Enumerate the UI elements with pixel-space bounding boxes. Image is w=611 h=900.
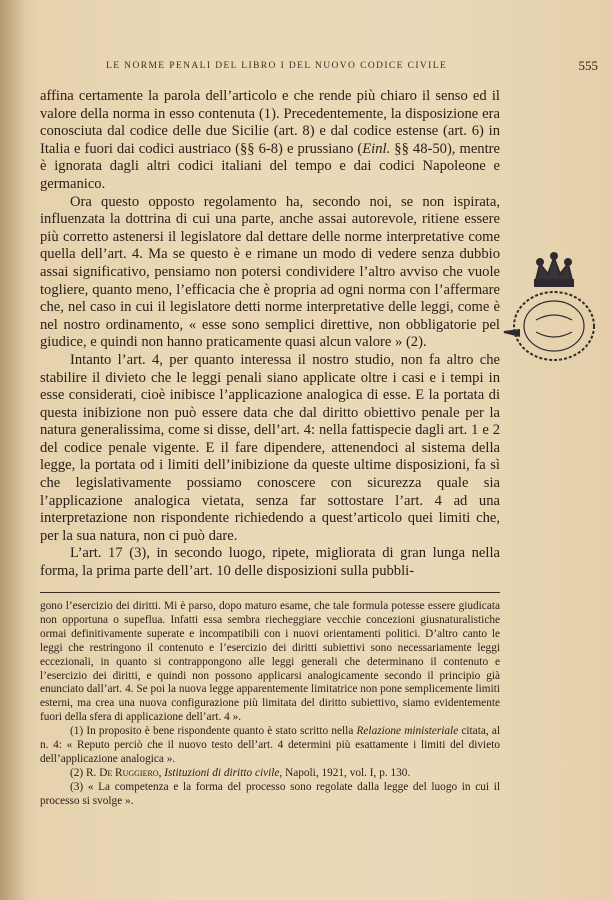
paragraph-3: Intanto l’art. 4, per quanto interessa il nostro studio, non fa altro che stabilire il divieto che le leggi penali siano applicate oltre i casi e i tempi in esse considerati, cioè inibisce l’applicazione analogica di esse. E la portata di questa inibizione non può essere data che dal diritto obiettivo penale per la natura generalissima, come si disse, dell’art. 4: nella fattispecie dagli art. 1 e 2 del codice penale vigente. E il fare dipendere, attenendoci al sistema della legge, la portata od i limiti dell’inibizione da queste ultime disposizioni, fa sì che legislativamente possiamo conoscere con sicurezza quale sia l’applicazione analogica vietata, senza far sottostare l’art. 4 ad una interpretazione non rispondente richiedendo a quest’articolo quei limiti che, per la sua natura, non ci può dare. [40,351,500,544]
footnote-2-text-a: (2) R. [70,766,100,779]
page-header [40,59,600,75]
main-text [40,88,500,581]
footnote-1 [40,725,500,767]
footnote-divider [40,592,500,593]
page-binding-shadow [0,0,26,900]
paragraph-4: L’art. 17 (3), in secondo luogo, ripete, migliorata di gran lunga nella forma, la prima parte dell’art. 10 delle disposizioni sulla pubbli- [40,545,500,580]
footnote-2-text-b: , Napoli, 1921, vol. I, p. 130. [279,766,411,779]
footnote-3: (3) « La competenza e la forma del processo sono regolate dalla legge del luogo in cui il processo si svolge ». [40,780,500,807]
footnote-2 [40,767,500,781]
paragraph-1-text-a: affina certamente la parola dell’articolo e che rende più chiaro il senso ed il valore della norma in esso contenuta (1). Precedentemente, la disposizione era conosciuta dal codice delle due Sicilie (art. 8) e dal codice estense (art. 6) in Italia e fuori dai codici austriaco (§§ 6-8) e prussiano ( [40,88,500,157]
footnote-2-italic: Istituzioni di diritto civile [164,766,280,779]
footnote-continuation: gono l’esercizio dei diritti. Mi è parso, dopo maturo esame, che tale formula potesse essere giudicata non opportuna o supeflua. Infatti essa sembra riecheggiare vecchie concezioni giusnaturalistiche ormai definitivamente superate e incompatibili con i nuovi orientamenti politici. D’altro canto le leggi che restringono il contenuto e l’esercizio dei diritti subiettivi sono necessariamente leggi eccezionali, in quanto si contrappongono alle leggi generali che determinano il contenuto e l’esercizio dei diritti, e quindi non possono applicarsi analogicamente secondo il principio già enunciato dall’art. 4. Se poi la nuova legge apparentemente limitatrice non pone semplicemente limiti esterni, ma crea una nuova configurazione più limitata del diritto subiettivo, siamo evidentemente fuori della sfera di applicazione dell’art. 4 ». [40,600,500,724]
paragraph-2: Ora questo opposto regolamento ha, secondo noi, se non ispirata, influenzata la dottrina di cui una parte, anche assai autorevole, ritiene essere più corretto astenersi il legislatore dal dettare delle norme interpretative come quella dell’art. 4. Ma se questo è e rimane un modo di vedere senza dubbio assai significativo, pensiamo non potersi condividere l’altro avviso che vuole togliere, quanto meno, l’efficacia che è propria ad ogni norma con l’affermare che, nel caso in cui il legislatore detti norme interpretative delle leggi, come è nel nostro ordinamento, « esse sono semplici direttive, non obbligatorie pel giudice, e quindi non hanno praticamente quasi alcun valore » (2). [40,193,500,351]
footnote-2-text-c: , [158,766,165,779]
library-crown-stamp-icon [496,250,608,382]
paragraph-1 [40,88,500,194]
page-number: 555 [578,58,598,73]
paragraph-1-text-b: §§ 48-50), mentre è ignorata dagli altri codici italiani del tempo e dai codici Napoleone e germanico. [40,140,500,192]
running-head: LE NORME PENALI DEL LIBRO I DEL NUOVO CODICE CIVILE [106,61,448,71]
footnote-1-text-a: (1) In proposito è bene rispondente quanto è stato scritto nella [70,725,357,738]
footnote-1-text-b: citata, al n. 4: « Reputo perciò che il nuovo testo dell’art. 4 determini più esattamente i limiti del divieto dell’applicazione analogica ». [40,725,501,765]
footnotes [40,600,500,809]
paragraph-1-italic: Einl. [362,140,391,157]
footnote-1-italic: Relazione ministeriale [356,725,459,738]
footnote-2-author: De Ruggiero [99,766,159,779]
